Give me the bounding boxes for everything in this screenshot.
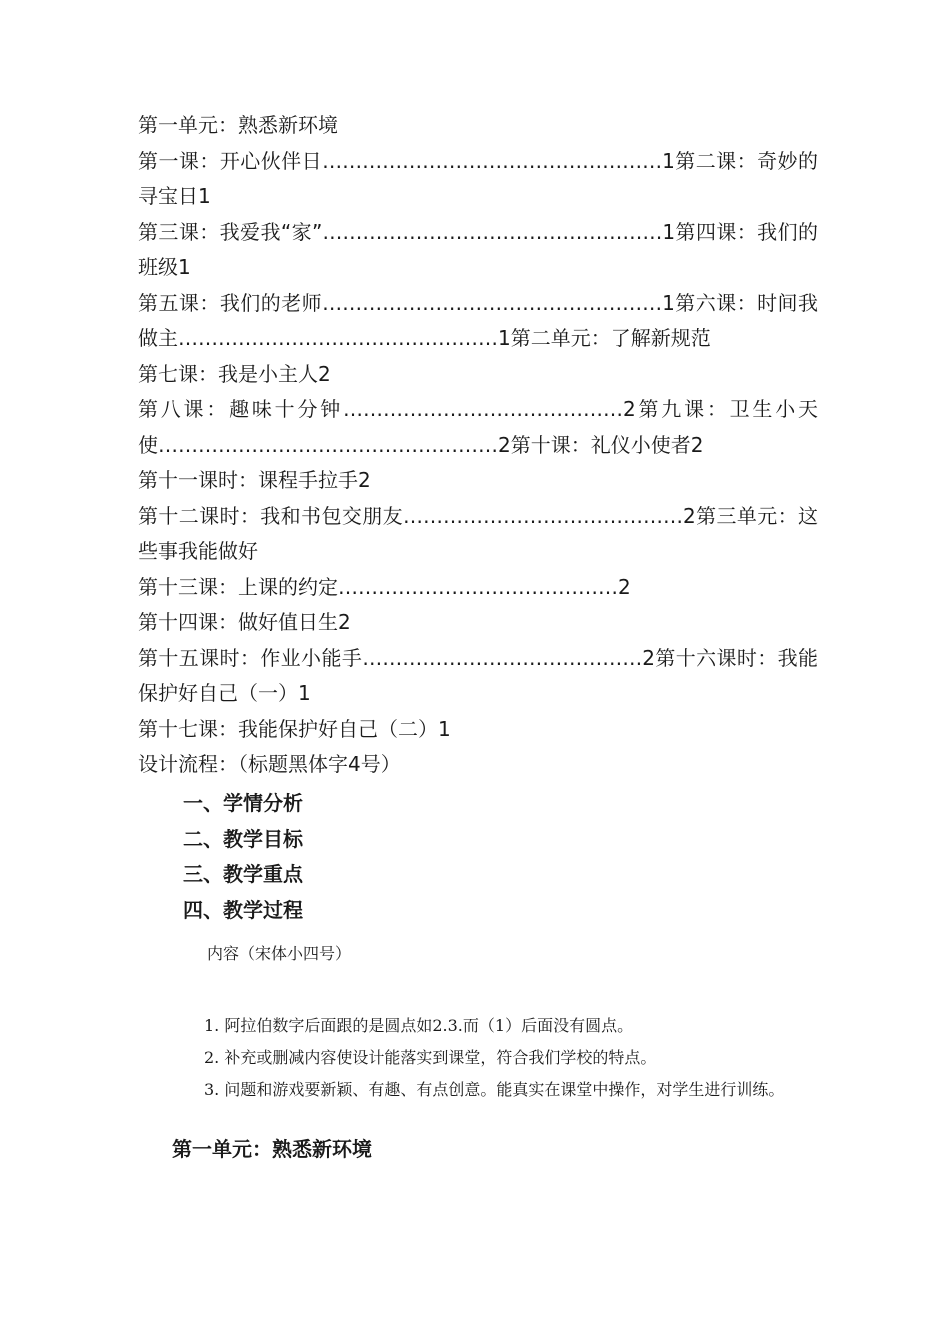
toc-line: 第十五课时：作业小能手……………………………………2第十六课时：我能保护好自己（一）1	[138, 645, 818, 705]
section-heading: 二、教学目标	[183, 826, 303, 851]
toc-line: 第十四课：做好值日生2	[138, 610, 351, 634]
toc-line: 第一课：开心伙伴日……………………………………………1第二课：奇妙的寻宝日1	[138, 148, 818, 208]
toc-line: 第十三课：上课的约定……………………………………2	[138, 574, 631, 599]
section-heading: 四、教学过程	[183, 897, 303, 922]
toc-line: 第十二课时：我和书包交朋友……………………………………2第三单元：这些事我能做好	[138, 503, 818, 563]
unit-heading: 第一单元：熟悉新环境	[172, 1137, 372, 1161]
toc-line: 第五课：我们的老师……………………………………………1第六课：时间我做主…………………………………………1第二单元：了解新规范	[138, 290, 818, 350]
toc-line: 第十七课：我能保护好自己（二）1	[138, 716, 451, 741]
table-of-contents	[138, 108, 818, 783]
toc-line: 第一单元：熟悉新环境	[138, 113, 338, 137]
rule-item: 1. 阿拉伯数字后面跟的是圆点如2.3.而（1）后面没有圆点。	[204, 1016, 634, 1035]
content-note: 内容（宋体小四号）	[207, 944, 352, 963]
toc-line: 第七课：我是小主人2	[138, 361, 331, 386]
section-heading: 三、教学重点	[183, 862, 303, 886]
toc-line: 第八课：趣味十分钟……………………………………2第九课：卫生小天使……………………………………………2第十课：礼仪小使者2	[138, 397, 818, 457]
rules-list	[172, 1010, 812, 1106]
toc-line: 第三课：我爱我“家”……………………………………………1第四课：我们的班级1	[138, 219, 818, 279]
rule-item: 2. 补充或删减内容使设计能落实到课堂，符合我们学校的特点。	[204, 1048, 657, 1067]
toc-line: 设计流程：（标题黑体字4号）	[138, 752, 401, 776]
section-heading: 一、学情分析	[183, 791, 303, 815]
toc-line: 第十一课时：课程手拉手2	[138, 468, 371, 492]
rule-item: 3. 问题和游戏要新颖、有趣、有点创意。能真实在课堂中操作，对学生进行训练。	[204, 1080, 785, 1099]
section-headings	[183, 786, 303, 928]
